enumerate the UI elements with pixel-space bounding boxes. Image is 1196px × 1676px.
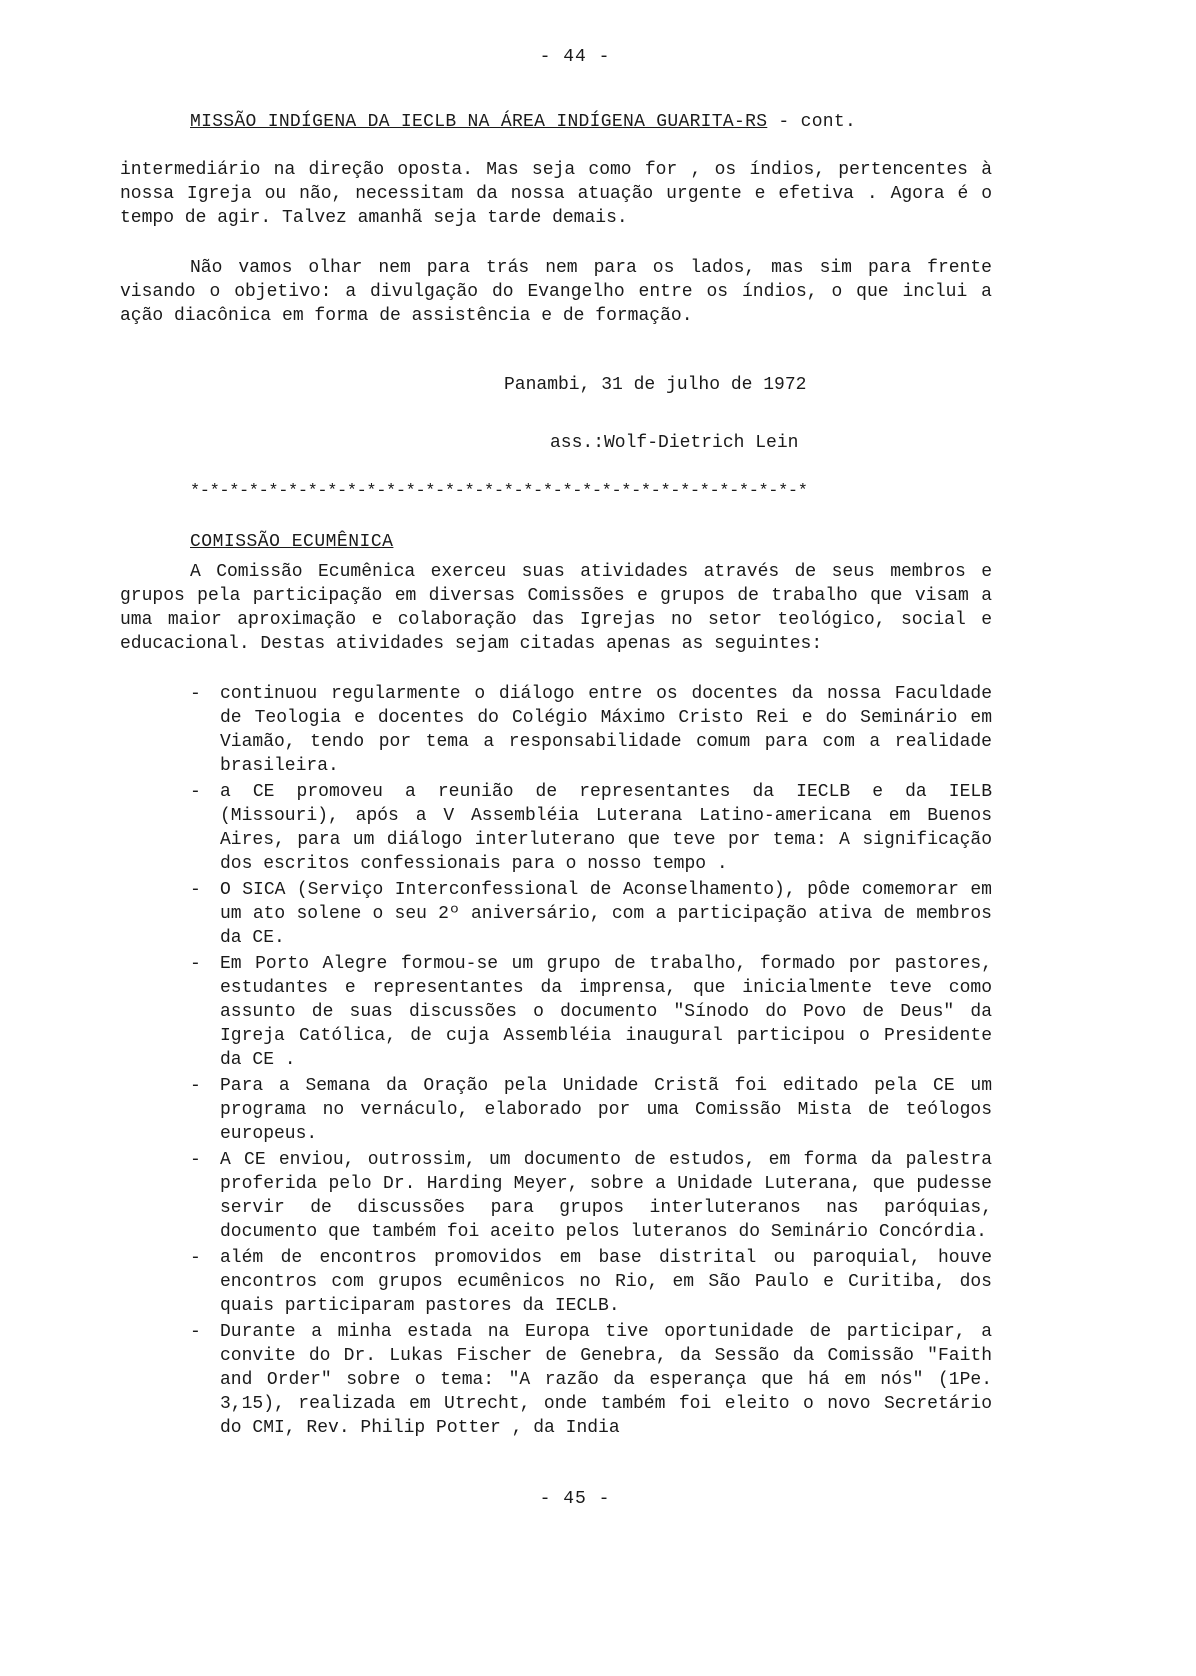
list-item bbox=[190, 878, 992, 950]
dash-marker: - bbox=[190, 1248, 201, 1268]
list-item-text: continuou regularmente o diálogo entre os docentes da nossa Faculdade de Teologia e docentes do Colégio Máximo Cristo Rei e do Seminário em Viamão, tendo por tema a responsabilidade comum para com a realidade brasileira. bbox=[220, 684, 992, 776]
list-item bbox=[190, 1074, 992, 1146]
paragraph-text: A Comissão Ecumênica exerceu suas atividades através de seus membros e grupos pela participação em diversas Comissões e grupos de trabalho que visam a uma maior aproximação e colaboração das Igrejas no setor teológico, social e educacional. Destas atividades sejam citadas apenas as seguintes: bbox=[120, 562, 992, 654]
list-item bbox=[190, 1246, 992, 1318]
list-item-text: Em Porto Alegre formou-se um grupo de trabalho, formado por pastores, estudantes e representantes da imprensa, que inicialmente teve como assunto de suas discussões o documento "Sínodo do Povo de Deus" da Igreja Católica, de cuja Assembléia inaugural participou o Presidente da CE . bbox=[220, 954, 992, 1070]
list-item-text: A CE enviou, outrossim, um documento de estudos, em forma da palestra proferida pelo Dr. Harding Meyer, sobre a Unidade Luterana, que pudesse servir de discussões para grupos interluteranos nas paróquias, documento que também foi aceito pelos luteranos do Seminário Concórdia. bbox=[220, 1150, 992, 1242]
mission-paragraph-1 bbox=[120, 158, 992, 230]
dash-marker: - bbox=[190, 954, 201, 974]
mission-paragraph-2 bbox=[120, 256, 992, 328]
ecumenical-intro-paragraph bbox=[120, 560, 992, 656]
list-item bbox=[190, 1320, 992, 1440]
ecumenical-activities-list bbox=[190, 682, 992, 1442]
list-item-text: além de encontros promovidos em base distrital ou paroquial, houve encontros com grupos ecumênicos no Rio, em São Paulo e Curitiba, dos quais participaram pastores da IECLB. bbox=[220, 1248, 992, 1316]
signature-place-date: Panambi, 31 de julho de 1972 bbox=[504, 375, 807, 395]
list-item bbox=[190, 1148, 992, 1244]
dash-marker: - bbox=[190, 880, 201, 900]
list-item bbox=[190, 780, 992, 876]
paragraph-text: Não vamos olhar nem para trás nem para os lados, mas sim para frente visando o objetivo: a divulgação do Evangelho entre os índios, o que inclui a ação diacônica em forma de assistência e de formação. bbox=[120, 258, 992, 326]
section-separator: *-*-*-*-*-*-*-*-*-*-*-*-*-*-*-*-*-*-*-*-*-*-*-*-*-*-*-*-*-*-*-* bbox=[190, 482, 808, 501]
page-number-bottom: - 45 - bbox=[539, 1489, 611, 1509]
section-heading-ecumenical: COMISSÃO ECUMÊNICA bbox=[190, 532, 394, 552]
list-item-text: O SICA (Serviço Interconfessional de Aconselhamento), pôde comemorar em um ato solene o seu 2º aniversário, com a participação ativa de membros da CE. bbox=[220, 880, 992, 948]
list-item-text: a CE promoveu a reunião de representantes da IECLB e da IELB (Missouri), após a V Assembléia Luterana Latino-americana em Buenos Aires, para um diálogo interluterano que teve por tema: A significação dos escritos confessionais para o nosso tempo . bbox=[220, 782, 992, 874]
dash-marker: - bbox=[190, 1150, 201, 1170]
list-item-text: Para a Semana da Oração pela Unidade Cristã foi editado pela CE um programa no vernáculo, elaborado por uma Comissão Mista de teólogos europeus. bbox=[220, 1076, 992, 1144]
list-item-text: Durante a minha estada na Europa tive oportunidade de participar, a convite do Dr. Lukas Fischer de Genebra, da Sessão da Comissão "Faith and Order" sobre o tema: "A razão da esperança que há em nós" (1Pe. 3,15), realizada em Utrecht, onde também foi eleito o novo Secretário do CMI, Rev. Philip Potter , da India bbox=[220, 1322, 992, 1438]
signature-name: ass.:Wolf-Dietrich Lein bbox=[550, 433, 799, 453]
list-item bbox=[190, 682, 992, 778]
dash-marker: - bbox=[190, 1322, 201, 1342]
list-item bbox=[190, 952, 992, 1072]
heading-title-text: MISSÃO INDÍGENA DA IECLB NA ÁREA INDÍGENA GUARITA-RS bbox=[190, 112, 768, 132]
heading-continued-text: - cont. bbox=[767, 112, 857, 132]
dash-marker: - bbox=[190, 782, 201, 802]
page-number-top: - 44 - bbox=[539, 47, 611, 67]
paragraph-text: intermediário na direção oposta. Mas seja como for , os índios, pertencentes à nossa Igreja ou não, necessitam da nossa atuação urgente e efetiva . Agora é o tempo de agir. Talvez amanhã seja tarde demais. bbox=[120, 160, 992, 228]
dash-marker: - bbox=[190, 1076, 201, 1096]
dash-marker: - bbox=[190, 684, 201, 704]
section-heading-indigenous-mission bbox=[190, 110, 856, 134]
